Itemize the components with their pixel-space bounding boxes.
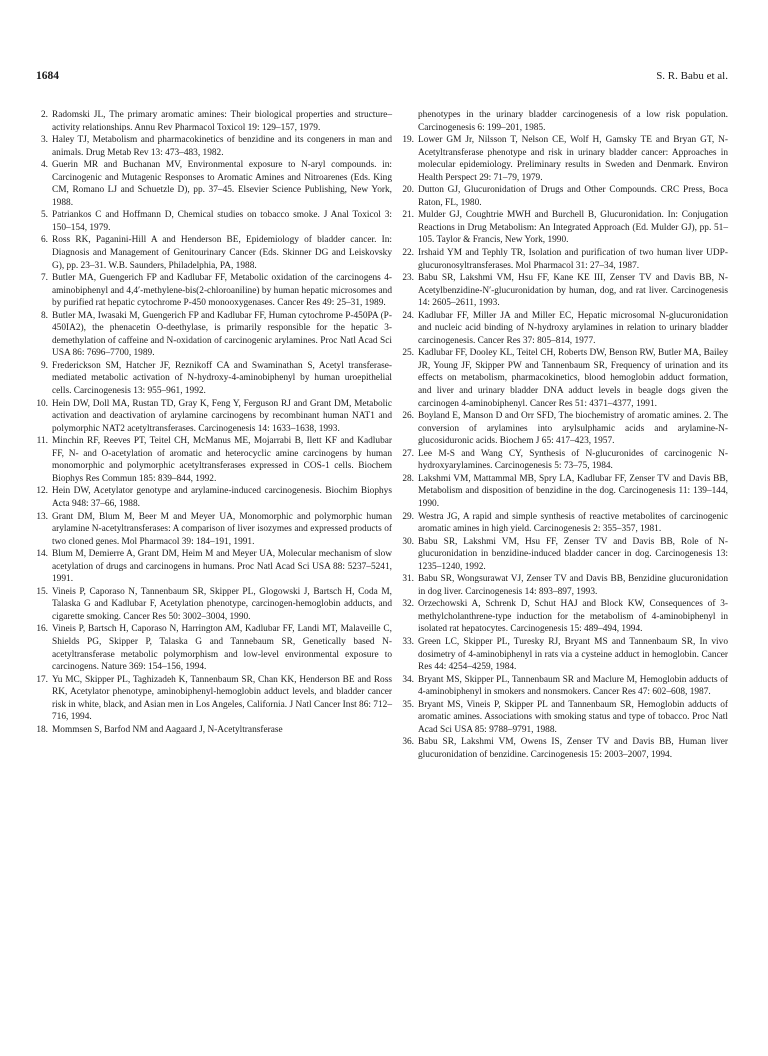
reference-text: Hein DW, Acetylator genotype and arylamine-induced carcinogenesis. Biochim Biophys Acta 948: 37–66, 1988. <box>52 486 392 509</box>
reference-text: Westra JG, A rapid and simple synthesis of reactive metabolites of carcinogenic aromatic amines in high yield. Carcinogenesis 2: 355–357, 1981. <box>418 511 728 535</box>
reference-item <box>402 184 728 209</box>
reference-number: 4. <box>40 160 48 171</box>
reference-item <box>36 272 392 310</box>
reference-text: Babu SR, Lakshmi VM, Hsu FF, Zenser TV and Davis BB, Role of N-glucuronidation in benzidine-induced bladder cancer in dog. Carcinogenesis 13: 1235–1240, 1992. <box>418 536 728 572</box>
reference-text: Boyland E, Manson D and Orr SFD, The biochemistry of aromatic amines. 2. The conversion of arylamines into arylsulphamic acids and arylamine-N-glucosiduronic acids. Biochem J 65: 417–423, 1957. <box>418 411 728 447</box>
reference-number: 13. <box>36 511 48 522</box>
reference-item <box>402 109 728 134</box>
reference-number: 26. <box>402 411 414 422</box>
reference-number: 35. <box>402 699 414 710</box>
reference-number: 27. <box>402 448 414 459</box>
reference-item <box>402 272 728 310</box>
reference-number: 33. <box>402 636 414 647</box>
reference-item <box>36 485 392 510</box>
reference-number: 25. <box>402 348 414 359</box>
reference-number: 18. <box>36 724 48 735</box>
reference-number: 34. <box>402 674 414 685</box>
reference-number: 16. <box>36 624 48 635</box>
reference-text: Yu MC, Skipper PL, Taghizadeh K, Tannenbaum SR, Chan KK, Henderson BE and Ross RK, Acetylator phenotype, aminobiphenyl-hemoglobin adduct levels, and bladder cancer risk in white, black, and Asian men in Los Angeles, California. J Natl Cancer Inst 86: 712–716, 1994. <box>52 674 392 723</box>
reference-number: 20. <box>402 185 414 196</box>
reference-item <box>36 548 392 586</box>
reference-text: Orzechowski A, Schrenk D, Schut HAJ and Block KW, Consequences of 3-methylcholanthrene-type induction for the metabolism of 4-aminobiphenyl in isolated rat hepatocytes. Carcinogenesis 15: 489–494, 1994. <box>418 599 728 635</box>
reference-number: 29. <box>402 511 414 522</box>
reference-number: 36. <box>402 737 414 748</box>
reference-text: Bryant MS, Skipper PL, Tannenbaum SR and Maclure M, Hemoglobin adducts of 4-aminobiphenyl in smokers and nonsmokers. Cancer Res 47: 602–608, 1987. <box>418 674 728 698</box>
reference-text: Bryant MS, Vineis P, Skipper PL and Tannenbaum SR, Hemoglobin adducts of aromatic amines. Associations with smoking status and type of tobacco. Proc Natl Acad Sci USA 85: 9788–9791, 1988. <box>418 699 728 735</box>
reference-item <box>36 109 392 134</box>
reference-text: Kadlubar FF, Dooley KL, Teitel CH, Roberts DW, Benson RW, Butler MA, Bailey JR, Young JF, Skipper PW and Tannenbaum SR, Frequency of urination and its effects on metabolism, pharmacokinetics, blood hemoglobin adduct formation, and liver and urinary bladder DNA adduct levels in beagle dogs given the carcinogen 4-aminobiphenyl. Cancer Res 51: 4371–4377, 1991. <box>418 348 728 409</box>
reference-number: 3. <box>40 135 48 146</box>
page-header <box>36 70 728 86</box>
references-column-left <box>36 109 392 736</box>
reference-item <box>402 736 728 761</box>
reference-text: Patriankos C and Hoffmann D, Chemical studies on tobacco smoke. J Anal Toxicol 3: 150–154, 1979. <box>52 210 392 233</box>
reference-list-left <box>36 109 392 736</box>
reference-text: Hein DW, Doll MA, Rustan TD, Gray K, Feng Y, Ferguson RJ and Grant DM, Metabolic activation and deactivation of arylamine carcinogens by recombinant human NAT1 and polymorphic NAT2 acetyltransferases. Carcinogenesis 14: 1633–1638, 1993. <box>52 398 392 434</box>
reference-text: Blum M, Demierre A, Grant DM, Heim M and Meyer UA, Molecular mechanism of slow acetylation of drugs and carcinogens in humans. Proc Natl Acad Sci USA 88: 5237–5241, 1991. <box>52 549 392 585</box>
reference-number: 32. <box>402 599 414 610</box>
reference-text: phenotypes in the urinary bladder carcinogenesis of a low risk population. Carcinogenesis 6: 199–201, 1985. <box>418 110 728 133</box>
reference-item <box>36 159 392 209</box>
reference-item <box>36 234 392 272</box>
reference-item <box>36 398 392 436</box>
reference-item <box>36 724 392 737</box>
reference-text: Mommsen S, Barfod NM and Aagaard J, N-Acetyltransferase <box>52 724 283 735</box>
page-number: 1684 <box>36 70 59 82</box>
reference-number: 7. <box>40 273 48 284</box>
reference-text: Guerin MR and Buchanan MV, Environmental exposure to N-aryl compounds. in: Carcinogenic and Mutagenic Responses to Aromatic Amines and Nitroarenes (Eds. King CM, Romano LJ and Schuetzle D), pp. 37–45. Elsevier Science Publishing, New York, 1988. <box>52 160 392 208</box>
reference-number: 12. <box>36 486 48 497</box>
reference-item <box>402 209 728 247</box>
reference-item <box>36 134 392 159</box>
reference-text: Lee M-S and Wang CY, Synthesis of N-glucuronides of carcinogenic N-hydroxyarylamines. Carcinogenesis 5: 73–75, 1984. <box>418 448 728 472</box>
reference-number: 5. <box>40 210 48 221</box>
reference-item <box>402 410 728 448</box>
reference-text: Babu SR, Lakshmi VM, Owens IS, Zenser TV and Davis BB, Human liver glucuronidation of benzidine. Carcinogenesis 15: 2003–2007, 1994. <box>418 737 728 760</box>
reference-item <box>36 586 392 624</box>
reference-text: Babu SR, Lakshmi VM, Hsu FF, Kane KE III, Zenser TV and Davis BB, N-Acetylbenzidine-N′-glucuronidation by human, dog, and rat liver. Carcinogenesis 14: 2605–2611, 1993. <box>418 273 728 309</box>
reference-item <box>36 360 392 398</box>
reference-number: 9. <box>40 360 48 371</box>
reference-text: Minchin RF, Reeves PT, Teitel CH, McManus ME, Mojarrabi B, Ilett KF and Kadlubar FF, N- and O-acetylation of aromatic and heterocyclic amine carcinogens by human monomorphic and polymorphic acetyltransferases expressed in COS-1 cells. Biochem Biophys Res Commun 185: 839–844, 1992. <box>52 436 392 484</box>
reference-text: Vineis P, Caporaso N, Tannenbaum SR, Skipper PL, Glogowski J, Bartsch H, Coda M, Talaska G and Kadlubar F, Acetylation phenotype, carcinogen-hemoglobin adducts, and cigarette smoking. Cancer Res 50: 3002–3004, 1990. <box>52 586 392 622</box>
running-head: S. R. Babu et al. <box>656 70 728 82</box>
reference-item <box>36 623 392 673</box>
reference-number: 19. <box>402 135 414 146</box>
reference-text: Babu SR, Wongsurawat VJ, Zenser TV and Davis BB, Benzidine glucuronidation in dog liver. Carcinogenesis 14: 893–897, 1993. <box>418 574 728 597</box>
reference-item <box>36 511 392 549</box>
reference-text: Kadlubar FF, Miller JA and Miller EC, Hepatic microsomal N-glucuronidation and nucleic acid binding of N-hydroxy arylamines in relation to urinary bladder carcinogenesis. Cancer Res 37: 805–814, 1977. <box>418 310 728 346</box>
reference-number: 24. <box>402 310 414 321</box>
reference-number: 8. <box>40 310 48 321</box>
reference-item <box>402 473 728 511</box>
reference-number: 31. <box>402 574 414 585</box>
reference-text: Green LC, Skipper PL, Turesky RJ, Bryant MS and Tannenbaum SR, In vivo dosimetry of 4-aminobiphenyl in rats via a cysteine adduct in hemoglobin. Cancer Res 44: 4254–4259, 1984. <box>418 636 728 673</box>
reference-item <box>402 674 728 699</box>
reference-text: Lower GM Jr, Nilsson T, Nelson CE, Wolf H, Gamsky TE and Bryan GT, N-Acetyltransferase phenotype and risk in urinary bladder cancer: Approaches in molecular epidemiology. Preliminary results in Sweden and Denmark. Environ Health Perspect 29: 71–79, 1979. <box>418 135 728 183</box>
reference-item <box>402 310 728 348</box>
reference-item <box>402 347 728 410</box>
reference-number: 2. <box>40 110 48 120</box>
reference-text: Mulder GJ, Coughtrie MWH and Burchell B, Glucuronidation. In: Conjugation Reactions in Drug Metabolism: An Integrated Approach (Ed. Mulder GJ), pp. 51–105. Taylor & Francis, New York, 1990. <box>418 210 728 246</box>
reference-number: 14. <box>36 549 48 560</box>
reference-number: 10. <box>36 398 48 409</box>
reference-number: 15. <box>36 586 48 597</box>
reference-text: Irshaid YM and Tephly TR, Isolation and purification of two human liver UDP-glucuronosyltransferases. Mol Pharmacol 31: 27–34, 1987. <box>418 248 728 271</box>
reference-item <box>36 435 392 485</box>
reference-item <box>402 598 728 636</box>
reference-item <box>402 636 728 674</box>
reference-number: 23. <box>402 273 414 284</box>
references-column-right <box>402 109 728 761</box>
reference-item <box>402 699 728 737</box>
reference-text: Lakshmi VM, Mattammal MB, Spry LA, Kadlubar FF, Zenser TV and Davis BB, Metabolism and disposition of benzidine in the dog. Carcinogenesis 11: 139–144, 1990. <box>418 473 728 509</box>
reference-item <box>36 209 392 234</box>
reference-item <box>402 134 728 184</box>
reference-text: Haley TJ, Metabolism and pharmacokinetics of benzidine and its congeners in man and animals. Drug Metab Rev 13: 473–483, 1982. <box>52 135 392 158</box>
reference-item <box>36 310 392 360</box>
reference-item <box>36 674 392 724</box>
reference-number: 11. <box>36 436 48 447</box>
reference-text: Butler MA, Iwasaki M, Guengerich FP and Kadlubar FF, Human cytochrome P-450PA (P-450IA2), the phenacetin O-deethylase, is primarily responsible for the hepatic 3-demethylation of caffeine and N-oxidation of carcinogenic arylamines. Proc Natl Acad Sci USA 86: 7696–7700, 1989. <box>52 310 392 359</box>
reference-item <box>402 511 728 536</box>
reference-text: Frederickson SM, Hatcher JF, Reznikoff CA and Swaminathan S, Acetyl transferase-mediated metabolic activation of N-hydroxy-4-aminobiphenyl by human uroepithelial cells. Carcinogenesis 13: 955–961, 1992. <box>52 360 392 397</box>
reference-item <box>402 536 728 574</box>
reference-number: 21. <box>402 210 414 221</box>
reference-number: 22. <box>402 248 414 259</box>
reference-text: Dutton GJ, Glucuronidation of Drugs and Other Compounds. CRC Press, Boca Raton, FL, 1980. <box>418 185 728 208</box>
reference-text: Butler MA, Guengerich FP and Kadlubar FF, Metabolic oxidation of the carcinogens 4-aminobiphenyl and 4,4′-methylene-bis(2-chloroaniline) by human hepatic microsomes and by purified rat hepatic cytochrome P-450 monooxygenases. Cancer Res 49: 25–31, 1989. <box>52 273 392 309</box>
reference-number: 17. <box>36 674 48 685</box>
reference-text: Vineis P, Bartsch H, Caporaso N, Harrington AM, Kadlubar FF, Landi MT, Malaveille C, Shields PG, Skipper P, Talaska G and Tannebaum SR, Genetically based N-acetyltransferase metabolic polymorphism and low-level environmental exposure to carcinogens. Nature 369: 154–156, 1994. <box>52 624 392 673</box>
reference-number: 28. <box>402 473 414 484</box>
reference-text: Grant DM, Blum M, Beer M and Meyer UA, Monomorphic and polymorphic human arylamine N-acetyltransferases: A comparison of liver isozymes and expressed products of two cloned genes. Mol Pharmacol 39: 184–191, 1991. <box>52 511 392 547</box>
reference-item <box>402 247 728 272</box>
reference-text: Ross RK, Paganini-Hill A and Henderson BE, Epidemiology of bladder cancer. In: Diagnosis and Management of Genitourinary Cancer (Eds. Skinner DG and Leiskovsky G), pp. 23–31. W.B. Saunders, Philadelphia, PA, 1988. <box>52 235 392 271</box>
reference-list-right <box>402 109 728 761</box>
reference-item <box>402 573 728 598</box>
reference-item <box>402 448 728 473</box>
reference-number: 30. <box>402 536 414 547</box>
reference-text: Radomski JL, The primary aromatic amines: Their biological properties and structure–activity relationships. Annu Rev Pharmacol Toxicol 19: 129–157, 1979. <box>52 110 392 133</box>
reference-number: 6. <box>40 235 48 246</box>
